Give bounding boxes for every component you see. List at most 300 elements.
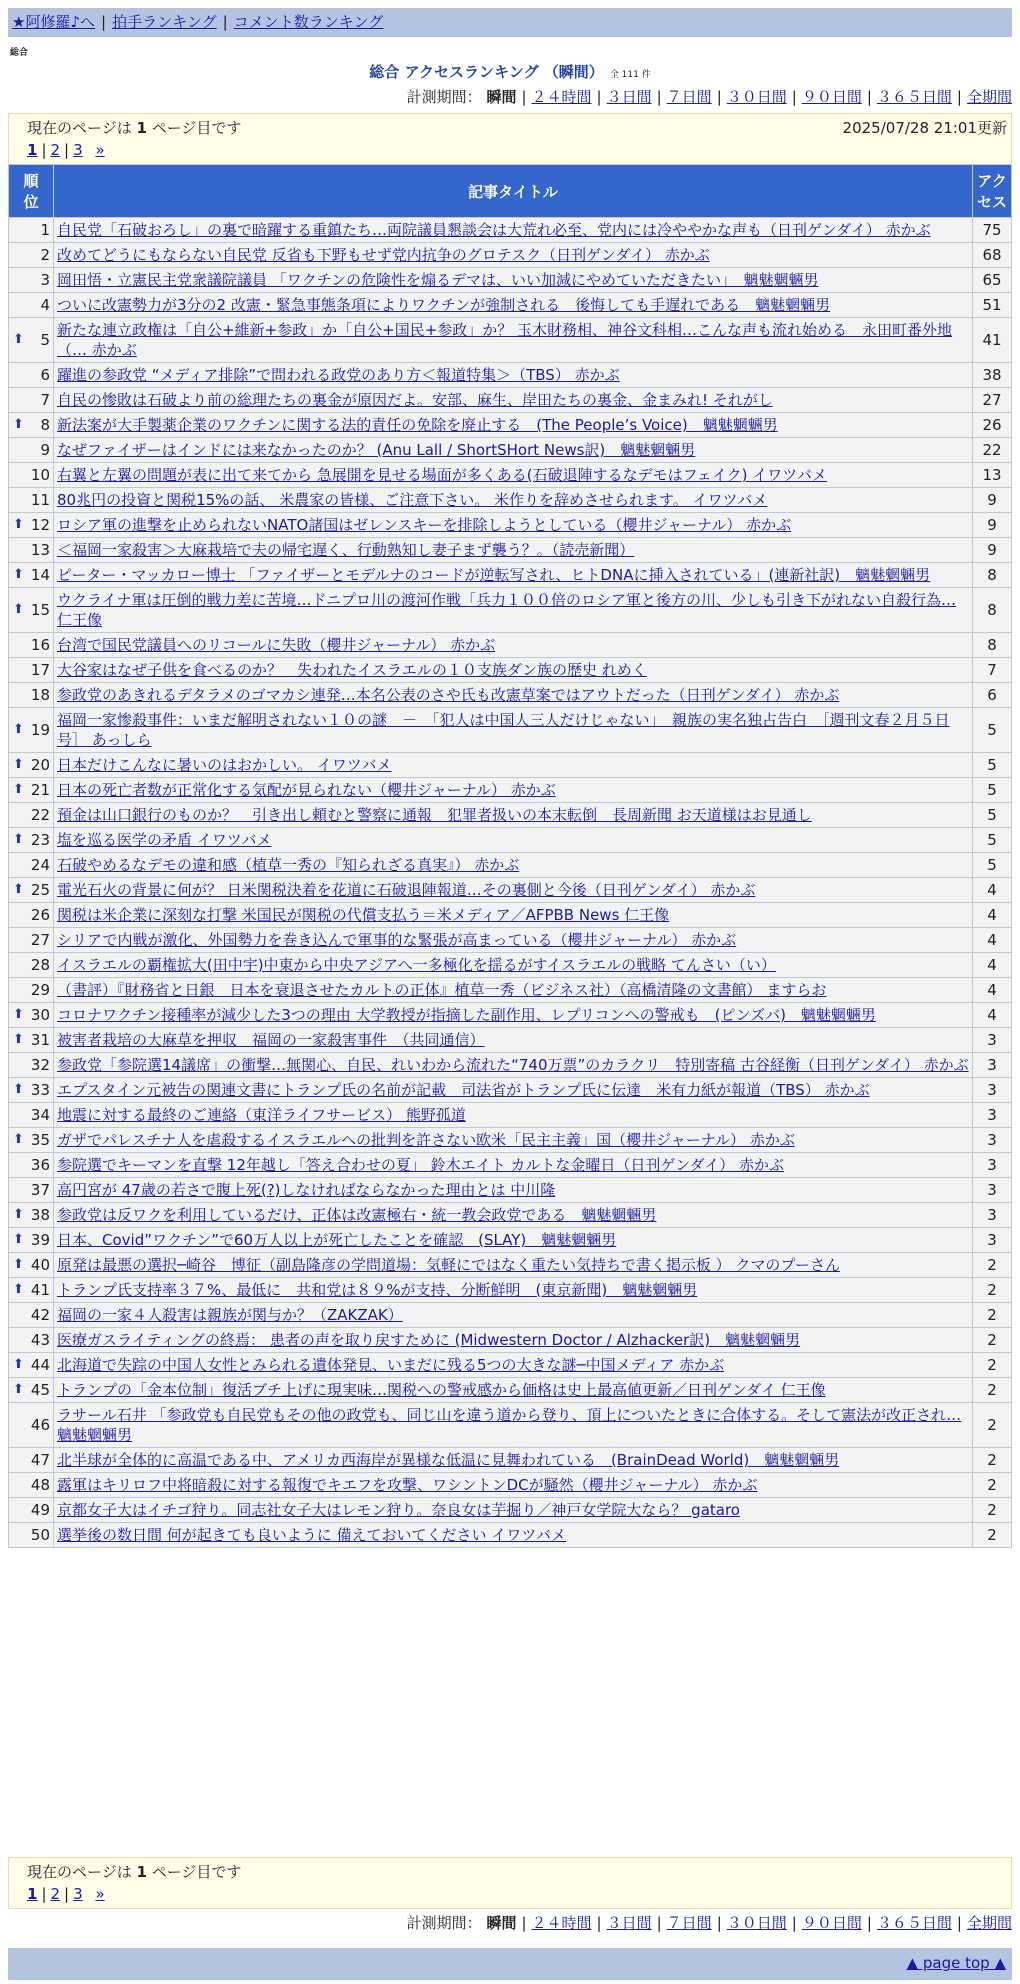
period-separator: | [596, 1914, 602, 1932]
access-count: 2 [973, 1253, 1011, 1277]
rank-number: 25 [30, 881, 50, 899]
rank-cell [9, 1203, 53, 1227]
article-title-link[interactable]: ついに改憲勢力が3分の2 改憲・緊急事態条項によりワクチンが強制される 後悔しても手遅れである 魑魅魍魎男 [57, 296, 831, 314]
next-page-link[interactable]: » [95, 1885, 105, 1903]
rank-cell [9, 563, 53, 587]
rank-cell [9, 1473, 53, 1497]
paging-text: 現在のページは 1 ページ目です [27, 1863, 242, 1881]
access-count: 3 [973, 1228, 1011, 1252]
period-current: 瞬間 [486, 88, 517, 106]
article-title-link[interactable]: 改めてどうにもならない自民党 反省も下野もせず党内抗争のグロテスク（日刊ゲンダイ） 赤かぶ [57, 246, 710, 264]
access-count: 2 [973, 1378, 1011, 1402]
rank-number: 31 [30, 1031, 50, 1049]
article-title-link[interactable]: 福岡の一家４人殺害は親族が関与か？（ZAKZAK） [57, 1306, 403, 1324]
arrow-up-icon: ⬆ [13, 1007, 24, 1022]
article-title-link[interactable]: 大谷家はなぜ子供を食べるのか？ 失われたイスラエルの１０支族ダン族の歴史 れめく [57, 661, 647, 679]
rank-cell [9, 513, 53, 537]
section-label: 総合 [10, 48, 29, 58]
rank-cell [9, 1353, 53, 1377]
table-row [9, 683, 1011, 707]
period-selector-bottom [407, 1913, 1012, 1933]
rank-number: 36 [30, 1156, 50, 1174]
ranking-title: 総合 アクセスランキング （瞬間） [369, 63, 604, 81]
rank-cell [9, 413, 53, 437]
page-top-link[interactable]: ▲ page top ▲ [906, 1954, 1006, 1972]
rank-number: 2 [40, 246, 50, 264]
title-cell [54, 243, 972, 267]
paging-box-top [8, 113, 1012, 165]
pager-separator: | [64, 141, 70, 159]
access-count: 3 [973, 1153, 1011, 1177]
period-option-link[interactable]: ３日間 [606, 1914, 652, 1932]
period-option-link[interactable]: ３０日間 [726, 88, 787, 106]
page-link[interactable]: 3 [73, 141, 83, 159]
page-link[interactable]: 3 [73, 1885, 83, 1903]
title-cell [54, 1523, 972, 1547]
title-cell [54, 1003, 972, 1027]
arrow-up-icon: ⬆ [13, 832, 24, 847]
rank-cell [9, 1078, 53, 1102]
access-count: 38 [973, 363, 1011, 387]
rank-cell [9, 903, 53, 927]
title-cell [54, 438, 972, 462]
period-separator: | [596, 88, 602, 106]
rank-cell [9, 953, 53, 977]
article-title-link[interactable]: 参政党のあきれるデタラメのゴマカシ連発…本名公表のさや氏も改憲草案ではアウトだった（日刊ゲンダイ） 赤かぶ [57, 686, 840, 704]
period-separator: | [791, 88, 797, 106]
article-title-link[interactable]: 医療ガスライティングの終焉： 患者の声を取り戻すために (Midwestern Doctor / Alzhacker訳) 魑魅魍魎男 [57, 1331, 801, 1349]
rank-number: 8 [40, 416, 50, 434]
title-cell [54, 658, 972, 682]
rank-number: 12 [30, 516, 50, 534]
period-separator: | [791, 1914, 797, 1932]
rank-cell [9, 1448, 53, 1472]
title-cell [54, 753, 972, 777]
period-separator: | [956, 88, 962, 106]
table-row [9, 658, 1011, 682]
rank-cell [9, 1278, 53, 1302]
rank-cell [9, 1523, 53, 1547]
article-title-link[interactable]: （書評）『財務省と日銀 日本を衰退させたカルトの正体』植草一秀（ビジネス社）（高橋清隆の文書館） ますらお [57, 981, 827, 999]
title-cell [54, 363, 972, 387]
title-cell [54, 563, 972, 587]
article-title-link[interactable]: 石破やめるなデモの違和感（植草一秀の『知られざる真実』） 赤かぶ [57, 856, 520, 874]
period-option-link[interactable]: 全期間 [966, 1914, 1012, 1932]
period-label: 計測期間： [406, 1914, 482, 1932]
article-title-link[interactable]: ピーター・マッカロー博士 「ファイザーとモデルナのコードが逆転写され、ヒトDNAに挿入されている」(連新社訳) 魑魅魍魎男 [57, 566, 931, 584]
access-count: 6 [973, 683, 1011, 707]
period-option-link[interactable]: ３６５日間 [876, 88, 952, 106]
access-count: 5 [973, 853, 1011, 877]
article-title-link[interactable]: 躍進の参政党 “メディア排除”で問われる政党のあり方＜報道特集＞（TBS） 赤かぶ [57, 366, 620, 384]
rank-number: 19 [30, 721, 50, 739]
rank-number: 3 [40, 271, 50, 289]
access-count: 5 [973, 753, 1011, 777]
access-count: 4 [973, 953, 1011, 977]
rank-cell [9, 708, 53, 752]
article-title-link[interactable]: 日本だけこんなに暑いのはおかしい。 イワツバメ [57, 756, 392, 774]
rank-cell [9, 1328, 53, 1352]
article-title-link[interactable]: 電光石火の背景に何が？ 日米関税決着を花道に石破退陣報道…その裏側と今後（日刊ゲンダイ） 赤かぶ [57, 881, 756, 899]
rank-number: 18 [30, 686, 50, 704]
title-cell [54, 878, 972, 902]
table-row [9, 1353, 1011, 1377]
table-row [9, 1028, 1011, 1052]
table-row [9, 708, 1011, 752]
total-count: 全 111 件 [609, 70, 651, 80]
rank-cell [9, 1103, 53, 1127]
title-cell [54, 1353, 972, 1377]
period-selector-top [407, 87, 1012, 107]
rank-cell [9, 778, 53, 802]
rank-cell [9, 633, 53, 657]
period-option-link[interactable]: ３０日間 [726, 1914, 787, 1932]
rank-number: 33 [30, 1081, 50, 1099]
rank-cell [9, 293, 53, 317]
rank-cell [9, 658, 53, 682]
title-cell [54, 513, 972, 537]
table-row [9, 463, 1011, 487]
access-count: 51 [973, 293, 1011, 317]
article-title-link[interactable]: エプスタイン元被告の関連文書にトランプ氏の名前が記載 司法省がトランプ氏に伝達 米有力紙が報道（TBS） 赤かぶ [57, 1081, 870, 1099]
article-title-link[interactable]: ロシア軍の進撃を止められないNATO諸国はゼレンスキーを排除しようとしている（櫻井ジャーナル） 赤かぶ [57, 516, 792, 534]
access-count: 5 [973, 708, 1011, 752]
rank-number: 37 [30, 1181, 50, 1199]
article-title-link[interactable]: 岡田悟・立憲民主党衆議院議員 「ワクチンの危険性を煽るデマは、いい加減にやめていただきたい」 魑魅魍魎男 [57, 271, 819, 289]
rank-number: 10 [30, 466, 50, 484]
period-option-link[interactable]: ２４時間 [531, 1914, 592, 1932]
ranking-heading [0, 62, 1020, 85]
access-count: 4 [973, 978, 1011, 1002]
access-count: 75 [973, 218, 1011, 242]
ranking-table-body [9, 218, 1011, 1547]
table-row [9, 438, 1011, 462]
title-cell [54, 1228, 972, 1252]
rank-cell [9, 318, 53, 362]
rank-number: 27 [30, 931, 50, 949]
comment-ranking-link[interactable]: コメント数ランキング [233, 13, 384, 31]
rank-number: 23 [30, 831, 50, 849]
period-separator: | [656, 88, 662, 106]
rank-cell [9, 1053, 53, 1077]
title-cell [54, 903, 972, 927]
table-row [9, 1473, 1011, 1497]
title-cell [54, 683, 972, 707]
access-count: 4 [973, 903, 1011, 927]
article-title-link[interactable]: コロナワクチン接種率が減少した3つの理由 大学教授が指摘した副作用、レプリコンへの警戒も (ピンズバ) 魑魅魍魎男 [57, 1006, 876, 1024]
table-row [9, 538, 1011, 562]
rank-cell [9, 488, 53, 512]
arrow-up-icon: ⬆ [13, 782, 24, 797]
table-row [9, 878, 1011, 902]
article-title-link[interactable]: 自民党「石破おろし」の裏で暗躍する重鎮たち…両院議員懇談会は大荒れ必至、党内には冷ややかな声も（日刊ゲンダイ） 赤かぶ [57, 221, 931, 239]
article-title-link[interactable]: 選挙後の数日間 何が起きても良いように 備えておいてください イワツバメ [57, 1526, 567, 1544]
title-cell [54, 268, 972, 292]
table-row [9, 953, 1011, 977]
access-count: 4 [973, 928, 1011, 952]
title-cell [54, 1178, 972, 1202]
pager-separator: | [41, 141, 47, 159]
article-title-link[interactable]: なぜファイザーはインドには来なかったのか？ (Anu Lall / ShortSHort News訳) 魑魅魍魎男 [57, 441, 696, 459]
period-separator: | [716, 1914, 722, 1932]
table-row [9, 1103, 1011, 1127]
table-header-row [9, 165, 1011, 217]
rank-cell [9, 753, 53, 777]
table-row [9, 363, 1011, 387]
period-option-link[interactable]: ９０日間 [801, 88, 862, 106]
table-row [9, 1278, 1011, 1302]
article-title-link[interactable]: 台湾で国民党議員へのリコールに失敗（櫻井ジャーナル） 赤かぶ [57, 636, 496, 654]
table-row [9, 318, 1011, 362]
title-cell [54, 1128, 972, 1152]
period-option-link[interactable]: 全期間 [966, 88, 1012, 106]
article-title-link[interactable]: トランプの「金本位制」復活ブチ上げに現実味…関税への警戒感から価格は史上最高値更新／日刊ゲンダイ 仁王像 [57, 1381, 826, 1399]
article-title-link[interactable]: 北半球が全体的に高温である中、アメリカ西海岸が異様な低温に見舞われている (BrainDead World) 魑魅魍魎男 [57, 1451, 840, 1469]
rank-cell [9, 243, 53, 267]
table-row [9, 1153, 1011, 1177]
arrow-up-icon: ⬆ [13, 1382, 24, 1397]
article-title-link[interactable]: 日本、Covid”ワクチン”で60万人以上が死亡したことを確認 (SLAY) 魑魅魍魎男 [57, 1231, 617, 1249]
article-title-link[interactable]: 北海道で失踪の中国人女性とみられる遺体発見、いまだに残る5つの大きな謎─中国メディア 赤かぶ [57, 1356, 725, 1374]
article-title-link[interactable]: シリアで内戦が激化、外国勢力を巻き込んで軍事的な緊張が高まっている（櫻井ジャーナル） 赤かぶ [57, 931, 737, 949]
rank-cell [9, 878, 53, 902]
article-title-link[interactable]: 塩を巡る医学の矛盾 イワツバメ [57, 831, 272, 849]
arrow-up-icon: ⬆ [13, 1032, 24, 1047]
access-count: 4 [973, 878, 1011, 902]
title-cell [54, 778, 972, 802]
table-row [9, 1128, 1011, 1152]
access-count: 9 [973, 488, 1011, 512]
rank-number: 17 [30, 661, 50, 679]
title-cell [54, 978, 972, 1002]
table-row [9, 1303, 1011, 1327]
access-count: 3 [973, 1203, 1011, 1227]
page-link[interactable]: 2 [50, 1885, 61, 1903]
title-cell [54, 1253, 972, 1277]
title-cell [54, 1498, 972, 1522]
home-link[interactable]: ★阿修羅♪へ [12, 13, 96, 31]
access-count: 41 [973, 318, 1011, 362]
rank-cell [9, 828, 53, 852]
table-row [9, 978, 1011, 1002]
rank-number: 6 [40, 366, 50, 384]
title-cell [54, 413, 972, 437]
rank-number: 44 [30, 1356, 50, 1374]
period-separator: | [656, 1914, 662, 1932]
arrow-up-icon: ⬆ [13, 722, 24, 737]
article-title-link[interactable]: 参政党は反ワクを利用しているだけ、正体は改憲極右・統一教会政党である 魑魅魍魎男 [57, 1206, 657, 1224]
title-cell [54, 488, 972, 512]
arrow-up-icon: ⬆ [13, 1282, 24, 1297]
arrow-up-icon: ⬆ [13, 1132, 24, 1147]
rank-cell [9, 218, 53, 242]
rank-number: 32 [30, 1056, 50, 1074]
title-cell [54, 633, 972, 657]
table-row [9, 413, 1011, 437]
article-title-link[interactable]: 原発は最悪の選択─崎谷 博征（副島隆彦の学問道場：気軽にではなく重たい気持ちで書く掲示板 ） クマのプーさん [57, 1256, 840, 1274]
updated-timestamp: 2025/07/28 21:01更新 [842, 119, 1007, 137]
rank-number: 9 [40, 441, 50, 459]
period-separator: | [956, 1914, 962, 1932]
table-row [9, 488, 1011, 512]
article-title-link[interactable]: 右翼と左翼の問題が表に出て来てから 急展開を見せる場面が多くある(石破退陣するなデモはフェイク) イワツバメ [57, 466, 827, 484]
article-title-link[interactable]: 京都女子大はイチゴ狩り。同志社女子大はレモン狩り。奈良女は芋掘り／神戸女学院大なら？ gataro [57, 1501, 740, 1519]
article-title-link[interactable]: ラサール石井 「参政党も自民党もその他の政党も、同じ山を違う道から登り、頂上についたときに合体する。そして憲法が改正され… 魑魅魍魎男 [57, 1406, 962, 1444]
table-row [9, 753, 1011, 777]
table-row [9, 1448, 1011, 1472]
top-nav-bar [8, 8, 1012, 37]
title-cell [54, 1153, 972, 1177]
access-count: 2 [973, 1473, 1011, 1497]
table-row [9, 1253, 1011, 1277]
col-title-header: 記事タイトル [54, 165, 972, 217]
rank-cell [9, 853, 53, 877]
rank-number: 22 [30, 806, 50, 824]
article-title-link[interactable]: イスラエルの覇権拡大(田中宇)中東から中央アジアへ一多極化を揺るがすイスラエルの戦略 てんさい（い） [57, 956, 776, 974]
title-cell [54, 853, 972, 877]
table-row [9, 293, 1011, 317]
rank-number: 50 [30, 1526, 50, 1544]
applause-ranking-link[interactable]: 拍手ランキング [112, 13, 217, 31]
period-option-link[interactable]: ９０日間 [801, 1914, 862, 1932]
title-cell [54, 218, 972, 242]
title-cell [54, 463, 972, 487]
article-title-link[interactable]: 参政党「参院選14議席」の衝撃…無関心、自民、れいわから流れた“740万票”のカラクリ 特別寄稿 古谷経衡（日刊ゲンダイ） 赤かぶ [57, 1056, 969, 1074]
article-title-link[interactable]: 預金は山口銀行のものか？ 引き出し頼むと警察に通報 犯罪者扱いの本末転倒 長周新聞 お天道様はお見通し [57, 806, 812, 824]
article-title-link[interactable]: 新法案が大手製薬企業のワクチンに関する法的責任の免除を廃止する (The People’s Voice) 魑魅魍魎男 [57, 416, 778, 434]
rank-number: 39 [30, 1231, 50, 1249]
period-option-link[interactable]: ３６５日間 [876, 1914, 952, 1932]
period-option-link[interactable]: ３日間 [606, 88, 652, 106]
pager-separator: | [64, 1885, 70, 1903]
period-separator: | [521, 88, 527, 106]
article-title-link[interactable]: 被害者栽培の大麻草を押収 福岡の一家殺害事件 （共同通信） [57, 1031, 485, 1049]
rank-number: 26 [30, 906, 50, 924]
page-link[interactable]: 2 [50, 141, 61, 159]
period-option-link[interactable]: ７日間 [666, 1914, 712, 1932]
article-title-link[interactable]: 福岡一家惨殺事件：いまだ解明されない１０の謎 － 「犯人は中国人三人だけじゃない」 親族の実名独占告白 ［週刊文春２月５日号］ あっしら [57, 711, 950, 749]
table-row [9, 1378, 1011, 1402]
pager-top [27, 139, 993, 161]
period-separator: | [716, 88, 722, 106]
article-title-link[interactable]: 関税は米企業に深刻な打撃 米国民が関税の代償支払う＝米メディア／AFPBB News 仁王像 [57, 906, 670, 924]
title-cell [54, 1028, 972, 1052]
rank-number: 11 [30, 491, 50, 509]
rank-number: 14 [30, 566, 50, 584]
table-row [9, 243, 1011, 267]
article-title-link[interactable]: 高円宮が 47歳の若さで腹上死(?)しなければならなかった理由とは 中川隆 [57, 1181, 556, 1199]
access-count: 13 [973, 463, 1011, 487]
arrow-up-icon: ⬆ [13, 1232, 24, 1247]
access-count: 5 [973, 828, 1011, 852]
rank-number: 16 [30, 636, 50, 654]
table-row [9, 1328, 1011, 1352]
rank-cell [9, 1498, 53, 1522]
table-row [9, 563, 1011, 587]
period-option-link[interactable]: ７日間 [666, 88, 712, 106]
access-count: 27 [973, 388, 1011, 412]
next-page-link[interactable]: » [95, 141, 105, 159]
table-row [9, 633, 1011, 657]
arrow-up-icon: ⬆ [13, 882, 24, 897]
access-count: 3 [973, 1128, 1011, 1152]
article-title-link[interactable]: ＜福岡一家殺害＞大麻栽培で夫の帰宅遅く、行動熟知し妻子まず襲う？。（読売新聞） [57, 541, 635, 559]
arrow-up-icon: ⬆ [13, 332, 24, 347]
title-cell [54, 588, 972, 632]
article-title-link[interactable]: トランプ氏支持率３７%、最低に 共和党は８９%が支持、分断鮮明 (東京新聞) 魑魅魍魎男 [57, 1281, 698, 1299]
article-title-link[interactable]: 日本の死亡者数が正常化する気配が見られない（櫻井ジャーナル） 赤かぶ [57, 781, 556, 799]
access-count: 5 [973, 803, 1011, 827]
rank-number: 13 [30, 541, 50, 559]
table-row [9, 1228, 1011, 1252]
access-count: 22 [973, 438, 1011, 462]
title-cell [54, 388, 972, 412]
access-count: 68 [973, 243, 1011, 267]
page-link[interactable]: 1 [27, 141, 38, 159]
access-count: 65 [973, 268, 1011, 292]
arrow-up-icon: ⬆ [13, 757, 24, 772]
article-title-link[interactable]: ウクライナ軍は圧倒的戦力差に苦境…ドニプロ川の渡河作戦「兵力１００倍のロシア軍と後方の川、少しも引き下がれない自殺行為… 仁王像 [57, 591, 956, 629]
table-row [9, 1053, 1011, 1077]
article-title-link[interactable]: 露軍はキリロフ中将暗殺に対する報復でキエフを攻撃、ワシントンDCが騒然（櫻井ジャーナル） 赤かぶ [57, 1476, 758, 1494]
title-cell [54, 1103, 972, 1127]
table-row [9, 218, 1011, 242]
rank-cell [9, 1403, 53, 1447]
access-count: 8 [973, 563, 1011, 587]
title-cell [54, 1448, 972, 1472]
access-count: 3 [973, 1028, 1011, 1052]
title-cell [54, 1303, 972, 1327]
table-row [9, 1003, 1011, 1027]
rank-number: 1 [40, 221, 50, 239]
access-count: 8 [973, 633, 1011, 657]
access-count: 3 [973, 1078, 1011, 1102]
title-cell [54, 1078, 972, 1102]
article-title-link[interactable]: 地震に対する最終のご連絡（東洋ライフサービス） 熊野孤道 [57, 1106, 466, 1124]
title-cell [54, 953, 972, 977]
page-link[interactable]: 1 [27, 1885, 38, 1903]
table-row [9, 1078, 1011, 1102]
access-count: 8 [973, 588, 1011, 632]
rank-number: 29 [30, 981, 50, 999]
period-option-link[interactable]: ２４時間 [531, 88, 592, 106]
period-separator: | [866, 88, 872, 106]
article-title-link[interactable]: ガザでパレスチナ人を虐殺するイスラエルへの批判を許さない欧米「民主主義」国（櫻井ジャーナル） 赤かぶ [57, 1131, 795, 1149]
table-row [9, 803, 1011, 827]
rank-number: 46 [30, 1416, 50, 1434]
nav-separator: | [101, 13, 107, 31]
period-label: 計測期間： [406, 88, 482, 106]
table-row [9, 1523, 1011, 1547]
rank-cell [9, 1303, 53, 1327]
table-row [9, 1498, 1011, 1522]
rank-cell [9, 1128, 53, 1152]
rank-cell [9, 803, 53, 827]
article-title-link[interactable]: 自民の惨敗は石破より前の総理たちの裏金が原因だよ。安部、麻生、岸田たちの裏金、金まみれ! それがし [57, 391, 773, 409]
rank-cell [9, 538, 53, 562]
rank-number: 45 [30, 1381, 50, 1399]
article-title-link[interactable]: 80兆円の投資と関税15%の話、 米農家の皆様、ご注意下さい。 米作りを辞めさせられます。 イワツバメ [57, 491, 768, 509]
arrow-up-icon: ⬆ [13, 1257, 24, 1272]
paging-text: 現在のページは 1 ページ目です [27, 119, 242, 137]
title-cell [54, 1053, 972, 1077]
table-row [9, 513, 1011, 537]
article-title-link[interactable]: 参院選でキーマンを直撃 12年越し「答え合わせの夏」 鈴木エイト カルトな金曜日（日刊ゲンダイ） 赤かぶ [57, 1156, 784, 1174]
access-count: 26 [973, 413, 1011, 437]
period-current: 瞬間 [486, 1914, 517, 1932]
rank-cell [9, 438, 53, 462]
article-title-link[interactable]: 新たな連立政権は「自公+維新+参政」か「自公+国民+参政」か？ 玉木財務相、神谷文科相…こんな声も流れ始める 永田町番外地（… 赤かぶ [57, 321, 953, 359]
